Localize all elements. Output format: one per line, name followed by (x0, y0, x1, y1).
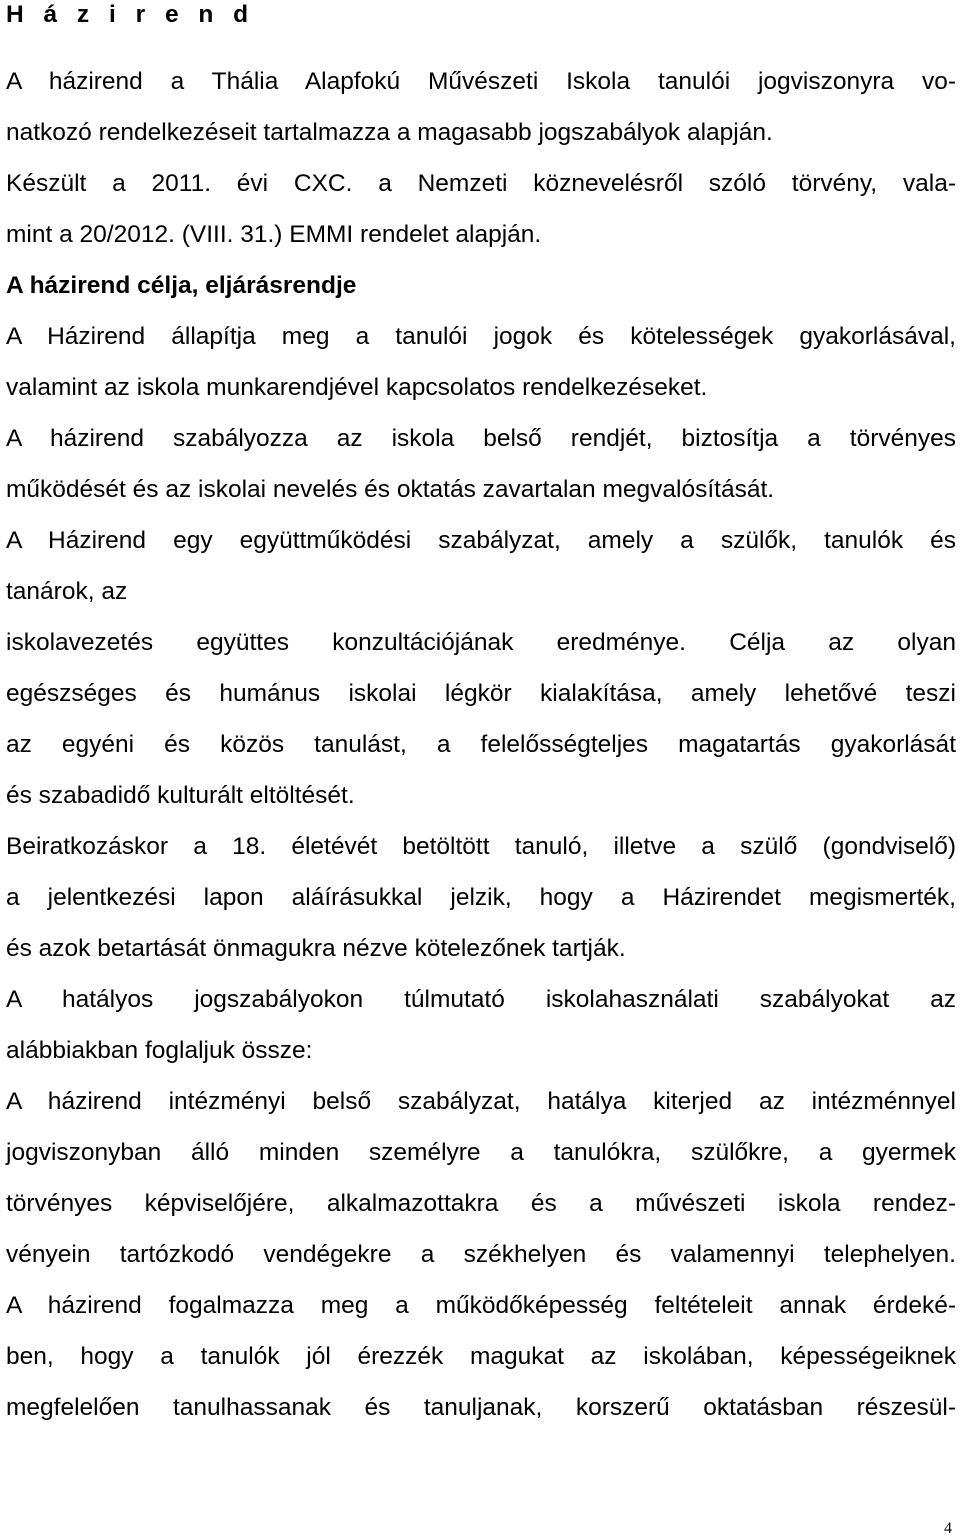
paragraph-line: megfelelően tanulhassanak és tanuljanak, korszerű oktatásban részesül- (6, 1394, 956, 1421)
paragraph-line: valamint az iskola munkarendjével kapcsolatos rendelkezéseket. (6, 374, 708, 401)
paragraph-line: törvényes képviselőjére, alkalmazottakra és a művészeti iskola rendez- (6, 1190, 956, 1217)
page-number: 4 (944, 1520, 952, 1537)
paragraph-line: natkozó rendelkezéseit tartalmazza a magasabb jogszabályok alapján. (6, 119, 773, 146)
paragraph-line: A házirend intézményi belső szabályzat, hatálya kiterjed az intézménnyel (6, 1088, 956, 1115)
paragraph-line: vényein tartózkodó vendégekre a székhelyen és valamennyi telephelyen. (6, 1241, 956, 1268)
paragraph-line: alábbiakban foglaljuk össze: (6, 1037, 313, 1064)
paragraph-line: és szabadidő kulturált eltöltését. (6, 782, 355, 809)
paragraph-line: iskolavezetés együttes konzultációjának eredménye. Célja az olyan (6, 629, 956, 656)
paragraph-line: mint a 20/2012. (VIII. 31.) EMMI rendelet alapján. (6, 221, 542, 248)
paragraph-line: egészséges és humánus iskolai légkör kialakítása, amely lehetővé teszi (6, 680, 956, 707)
document-title: H á z i r e n d (6, 1, 255, 28)
paragraph-line: A Házirend állapítja meg a tanulói jogok és kötelességek gyakorlásával, (6, 323, 956, 350)
paragraph-line: A házirend fogalmazza meg a működőképesség feltételeit annak érdeké- (6, 1292, 956, 1319)
paragraph-line: A hatályos jogszabályokon túlmutató iskolahasználati szabályokat az (6, 986, 956, 1013)
paragraph-line: az egyéni és közös tanulást, a felelősségteljes magatartás gyakorlását (6, 731, 956, 758)
paragraph-line: és azok betartását önmagukra nézve kötelezőnek tartják. (6, 935, 626, 962)
paragraph-line: a jelentkezési lapon aláírásukkal jelzik, hogy a Házirendet megismerték, (6, 884, 956, 911)
section-heading: A házirend célja, eljárásrendje (6, 272, 357, 299)
paragraph-line: ben, hogy a tanulók jól érezzék magukat az iskolában, képességeiknek (6, 1343, 956, 1370)
paragraph-line: A Házirend egy együttműködési szabályzat, amely a szülők, tanulók és (6, 527, 956, 554)
paragraph-line: Készült a 2011. évi CXC. a Nemzeti köznevelésről szóló törvény, vala- (6, 170, 956, 197)
paragraph-line: A házirend a Thália Alapfokú Művészeti Iskola tanulói jogviszonyra vo- (6, 68, 956, 95)
paragraph-line: működését és az iskolai nevelés és oktatás zavartalan megvalósítását. (6, 476, 775, 503)
paragraph-line: A házirend szabályozza az iskola belső rendjét, biztosítja a törvényes (6, 425, 956, 452)
document-page (6, 0, 958, 1539)
paragraph-line: Beiratkozáskor a 18. életévét betöltött tanuló, illetve a szülő (gondviselő) (6, 833, 956, 860)
paragraph-line: tanárok, az (6, 578, 128, 605)
paragraph-line: jogviszonyban álló minden személyre a tanulókra, szülőkre, a gyermek (6, 1139, 956, 1166)
